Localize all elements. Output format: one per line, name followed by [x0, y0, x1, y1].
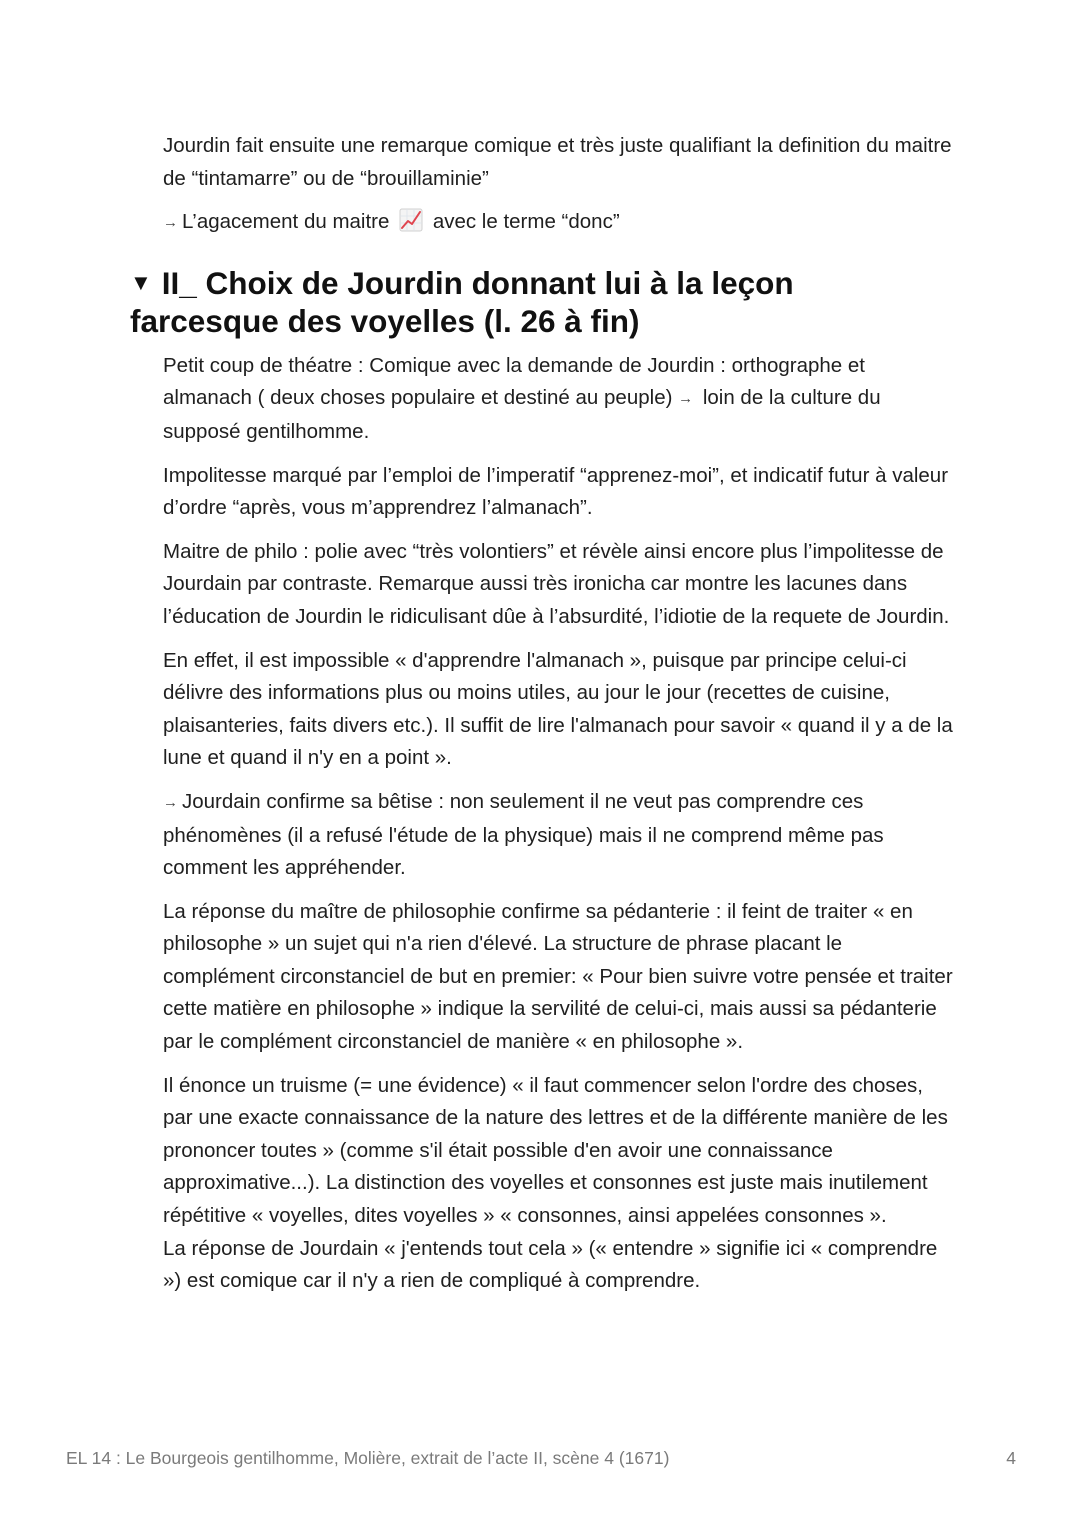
paragraph-maitre-de-philo: Maitre de philo : polie avec “très volontiers” et révèle ainsi encore plus l’impolitesse de Jourdain par contraste. Remarque aussi très ironicha car montre les lacunes dans l’éducation de Jourdin le ridiculisant dûe à l’absurdité, l’idiotie de la requete de Jourdin. — [163, 539, 950, 628]
paragraph-reponse-jourdain: La réponse de Jourdain « j'entends tout cela » (« entendre » signifie ici « comprendre ») est comique car il n'y a rien de compliqué à comprendre. — [163, 1236, 938, 1293]
right-arrow-icon: → — [678, 390, 694, 408]
coup-de-theatre-text-before: Petit coup de théatre : Comique avec la demande de Jourdin : orthographe et almanach ( deux choses populaire et destiné au peuple) — [163, 353, 866, 410]
paragraph-truisme: Il énonce un truisme (= une évidence) « il faut commencer selon l'ordre des choses, par une exacte connaissance de la nature des lettres et de la différente manière de les prononcer toutes » (comme s'il était possible d'en avoir une connaissance approximative...). La distinction des voyelles et consonnes est juste mais inutilement répétitive « voyelles, dites voyelles » « consonnes, ainsi appelées consonnes ». — [163, 1073, 948, 1228]
betise-text: Jourdain confirme sa bêtise : non seulement il ne veut pas comprendre ces phénomènes (il a refusé l'étude de la physique) mais il ne comprend même pas comment les appréhender. — [163, 789, 884, 880]
right-arrow-icon: → — [163, 793, 178, 811]
paragraph-agacement — [163, 206, 953, 240]
paragraph-tintamarre: Jourdin fait ensuite une remarque comique et très juste qualifiant la definition du maitre de “tintamarre” ou de “brouillaminie” — [163, 134, 952, 190]
agacement-text-after: avec le terme “donc” — [432, 210, 620, 234]
heading-line-1: II_ Choix de Jourdin donnant lui à la leçon — [161, 264, 794, 301]
heading-line-2: farcesque des voyelles (l. 26 à fin) — [130, 302, 640, 339]
paragraph-almanach: En effet, il est impossible « d'apprendre l'almanach », puisque par principe celui-ci délivre des informations plus ou moins utiles, au jour le jour (recettes de cuisine, plaisanteries, faits divers etc.). Il suffit de lire l'almanach pour savoir « quand il y a de la lune et quand il n'y en a point ». — [163, 648, 953, 770]
paragraph-pedanterie: La réponse du maître de philosophie confirme sa pédanterie : il feint de traiter « en philosophe » un sujet qui n'a rien d'élevé. La structure de phrase placant le complément circonstanciel de but en premier: « Pour bien suivre votre pensée et traiter cette matière en philosophe » indique la servilité de celui-ci, mais aussi sa pédanterie par le complément circonstanciel de manière « en philosophe ». — [163, 899, 953, 1054]
toggle-triangle-icon[interactable]: ▼ — [130, 269, 152, 295]
page-number: 4 — [1006, 1448, 1016, 1468]
page-footer — [66, 1448, 1016, 1469]
coup-de-theatre-text-after: loin de la culture du supposé gentilhomme. — [163, 386, 881, 443]
chart-increasing-icon — [399, 208, 423, 232]
paragraph-betise — [163, 786, 953, 885]
right-arrow-icon: → — [163, 214, 178, 232]
section-heading-toggle[interactable] — [130, 264, 960, 340]
paragraph-coup-de-theatre — [163, 350, 953, 449]
paragraph-impolitesse: Impolitesse marqué par l’emploi de l’imperatif “apprenez-moi”, et indicatif futur à valeur d’ordre “après, vous m’apprendrez l’almanach”. — [163, 463, 949, 520]
page-content — [130, 130, 953, 1309]
agacement-text-before: L’agacement du maitre — [182, 210, 390, 234]
footer-title: EL 14 : Le Bourgeois gentilhomme, Molière, extrait de l’acte II, scène 4 (1671) — [66, 1448, 670, 1468]
